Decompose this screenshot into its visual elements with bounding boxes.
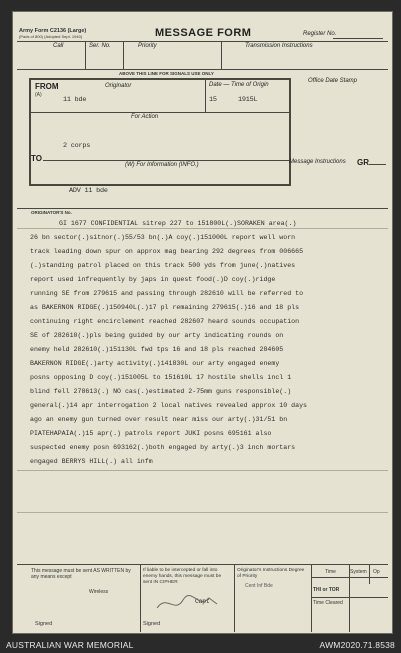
message-line: BAKERNON RIDGE(.)arty activity(.)141830L our arty engaged enemy	[30, 360, 280, 367]
signature-rank: Capt	[195, 598, 210, 605]
message-line: posns opposing D coy(.)151005L to 151610L 17 hostile shells incl 1	[30, 374, 292, 381]
from-sub: (A)	[35, 92, 42, 98]
message-line: enemy held 282610(.)151130L fwd tps 16 and 18 pls reached 284605	[30, 346, 284, 353]
message-form	[12, 11, 393, 634]
gr-label: GR	[357, 158, 369, 167]
call-label: Call	[53, 43, 64, 49]
priority-label: Priority	[138, 43, 157, 49]
originators-instructions-value: Cent Inf Bde	[245, 583, 273, 589]
from-label: FROM	[35, 82, 59, 91]
signed-label: Signed	[35, 621, 53, 627]
army-form-number: Army Form C2136 (Large)	[19, 28, 87, 34]
cipher-note: If liable to be intercepted or fall into enemy hands, this message must be sent IN CIPHER	[143, 568, 222, 585]
footer-institution: AUSTRALIAN WAR MEMORIAL	[6, 640, 134, 650]
to-label: TO	[31, 154, 42, 163]
originators-no-label: ORIGINATOR'S No.	[31, 210, 72, 215]
for-action-value: 2 corps	[63, 142, 91, 150]
transmission-label: Transmission Instructions	[245, 43, 313, 49]
office-stamp-label: Office Date Stamp	[308, 78, 358, 84]
originator-label: Originator	[105, 83, 132, 89]
message-line: GI 1677 CONFIDENTIAL sitrep 227 to 151800L(.)SORAKEN area(.)	[59, 220, 297, 227]
register-no-label: Register No.	[303, 31, 337, 37]
form-title: MESSAGE FORM	[155, 27, 252, 39]
message-line: track leading down spur on approx mag bearing 292 degrees from 006665	[30, 248, 304, 255]
message-line: running SE from 279615 and passing through 282610 will be referred to	[30, 290, 304, 297]
time-label: Time	[325, 569, 336, 575]
thi-tor-label: THI or TOR	[313, 587, 340, 593]
handwritten-signature	[153, 590, 223, 616]
message-line: 26 bn sector(.)sitnor(.)55/53 bn(.)A coy(.)151000L report well worn	[30, 234, 296, 241]
originator-value: 11 bde	[63, 96, 87, 104]
datetime-label: Date — Time of Origin	[209, 82, 269, 88]
time-value: 1915L	[238, 96, 258, 104]
op-label: Op	[373, 569, 380, 575]
originators-instructions-label: Originator's Instructions Degree of Priority	[237, 568, 305, 579]
footer-accession-number: AWM2020.71.8538	[319, 640, 395, 650]
ser-no-label: Ser. No.	[89, 43, 111, 49]
message-line: continuing right encirclement reached 282607 heard sounds occupation	[30, 318, 300, 325]
time-cleared-label: Time Cleared	[313, 600, 343, 606]
for-action-label: For Action	[131, 114, 159, 120]
message-line: suspected enemy posn 693162(.)both engaged by arty(.)3 inch mortars	[30, 444, 296, 451]
info-label: (W) For Information (INFO.)	[125, 162, 199, 168]
message-line: ago an enemy gun turned over result near miss our arty(.)31/51 bn	[30, 416, 288, 423]
message-line: PIATEHAPAIA(.)15 apr(.) patrols report JUKI posns 695161 also	[30, 430, 272, 437]
send-as-written-note: This message must be sent AS WRITTEN by any means except	[31, 568, 131, 580]
army-form-sub: (Pads of 800) (Adopted Sept. 1940)	[19, 34, 83, 39]
message-line: (.)standing patrol placed on this track 500 yds from june(.)natives	[30, 262, 296, 269]
info-value: ADV 11 bde	[69, 187, 108, 195]
message-line: as BAKERNON RIDGE(.)150940L(.)17 pl remaining 279615(.)16 and 18 pls	[30, 304, 300, 311]
message-line: engaged BERRYS HILL(.) all infm	[30, 458, 153, 465]
message-line: report used infrequently by japs in quest food(.)D coy(.)ridge	[30, 276, 276, 283]
signals-line-label: ABOVE THIS LINE FOR SIGNALS USE ONLY	[119, 71, 214, 76]
message-line: SE of 282610(.)pls being guided by our arty indicating rounds on	[30, 332, 284, 339]
wireless-label: Wireless	[89, 589, 109, 595]
message-line: blind fell 278613(.) NO cas(.)estimated 2-75mm guns responsible(.)	[30, 388, 292, 395]
signed-label-2: Signed	[143, 621, 161, 627]
message-instructions-label: Message Instructions	[289, 159, 346, 165]
system-label: System	[350, 569, 367, 575]
date-value: 15	[209, 96, 217, 104]
message-line: general(.)14 apr interrogation 2 local natives revealed approx 10 days	[30, 402, 307, 409]
